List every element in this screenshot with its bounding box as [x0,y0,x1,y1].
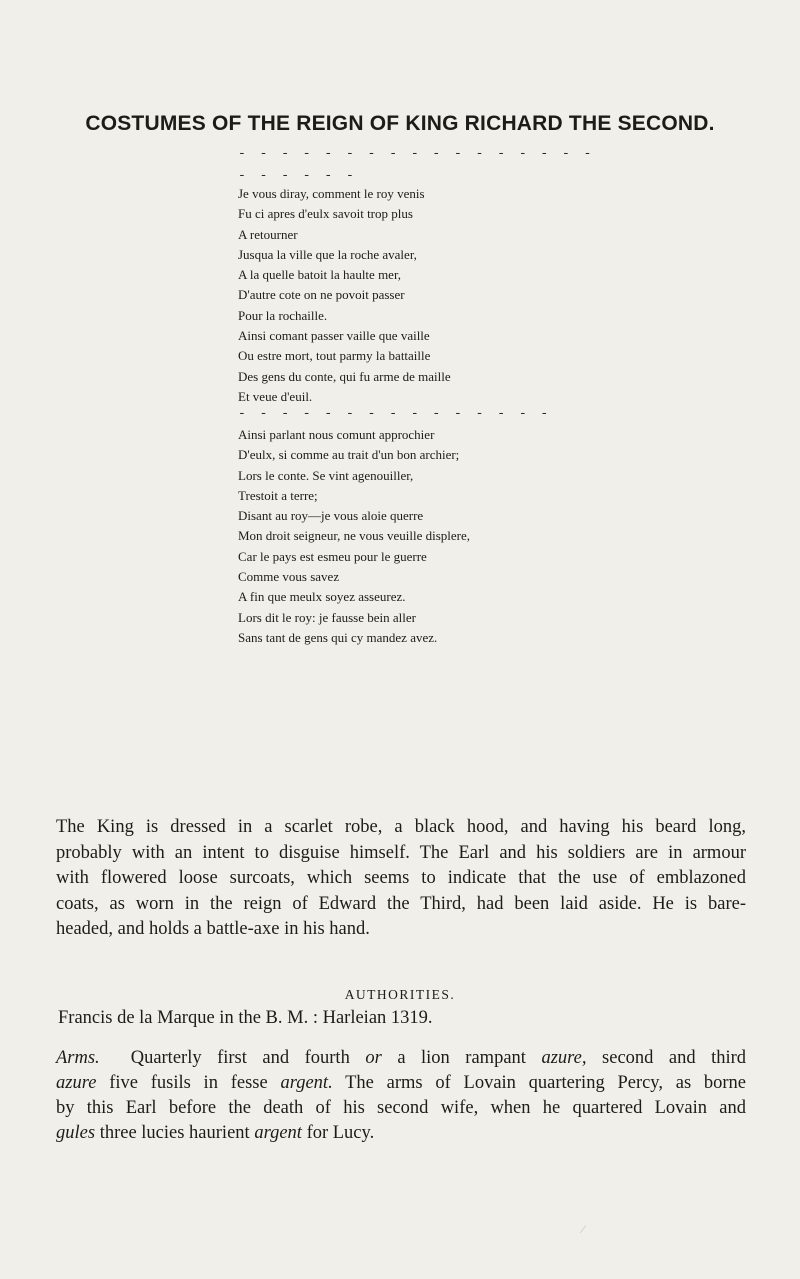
arms-text: second and third [602,1048,747,1068]
verse-line: Pour la rochaille. [238,307,328,323]
tincture-argent: argent [254,1123,302,1143]
verse-line: Trestoit a terre; [238,487,318,503]
verse-line: Jusqua la ville que la roche avaler, [238,246,417,262]
arms-text: for Lucy. [306,1123,375,1143]
separator-middle: - - - - - - - - - - - - - - - [238,406,552,421]
verse-line: Fu ci apres d'eulx savoit trop plus [238,206,413,222]
arms-text: five fusils in fesse [109,1073,268,1093]
arms-paragraph [56,1046,746,1146]
arms-line-4 [56,1121,746,1146]
verse-line: Comme vous savez [238,569,340,585]
tincture-azure: azure [56,1073,97,1093]
tincture-argent: argent. [280,1073,333,1093]
verse-line: A la quelle batoit la haulte mer, [238,267,402,283]
verse-line: Lors le conte. Se vint agenouiller, [238,467,414,483]
arms-text: The arms of Lovain quartering Percy, as borne [345,1073,747,1093]
verse-line: Des gens du conte, qui fu arme de maille [238,368,451,384]
arms-line-1 [56,1046,746,1071]
tincture-or: or [365,1048,382,1068]
verse-line: Sans tant de gens qui cy mandez avez. [238,629,438,645]
verse-line: Mon droit seigneur, ne vous veuille displere, [238,528,470,544]
description-line: The King is dressed in a scarlet robe, a black hood, and having his beard long, [56,817,746,837]
arms-text: a lion rampant [397,1048,526,1068]
verse-line: Lors dit le roy: je fausse bein aller [238,609,416,625]
verse-line: D'eulx, si comme au trait d'un bon archier; [238,447,460,463]
authorities-heading: AUTHORITIES. [344,987,456,1002]
verse-line: Ainsi parlant nous comunt approchier [238,427,435,442]
verse-line: A retourner [238,226,298,242]
tincture-gules: gules [56,1123,96,1143]
tincture-azure: azure, [541,1048,587,1068]
verse-line: Ainsi comant passer vaille que vaille [238,328,430,344]
verse-line: Et veue d'euil. [238,388,313,404]
verse-stanza-1 [238,184,451,407]
separator-sub: - - - - - - [238,168,357,183]
description-line: headed, and holds a battle-axe in his hand. [56,919,370,939]
page-blemish: ⁄ [582,1222,585,1236]
verse-line: Je vous diray, comment le roy venis [238,186,425,201]
authority-source: Francis de la Marque in the B. M. : Harleian 1319. [58,1008,433,1028]
verse-line: A fin que meulx soyez asseurez. [238,589,406,605]
arms-line-3: by this Earl before the death of his second wife, when he quartered Lovain and [56,1098,746,1118]
description-paragraph [56,815,746,943]
verse-line: D'autre cote on ne povoit passer [238,287,405,303]
verse-line: Car le pays est esmeu pour le guerre [238,548,427,564]
description-line: probably with an intent to disguise himself. The Earl and his soldiers are in armour [56,842,746,863]
running-head: COSTUMES OF THE REIGN OF KING RICHARD THE SECOND. [85,112,715,135]
arms-text: three lucies haurient [99,1123,250,1143]
verse-line: Ou estre mort, tout parmy la battaille [238,348,431,364]
description-line: coats, as worn in the reign of Edward the Third, had been laid aside. He is bare- [56,893,746,914]
arms-line-2 [56,1071,746,1096]
verse-stanza-2 [238,425,470,648]
separator-top: - - - - - - - - - - - - - - - - - [238,146,595,161]
description-line: with flowered loose surcoats, which seems to indicate that the use of emblazoned [56,868,746,888]
arms-label: Arms. [56,1048,100,1068]
verse-line: Disant au roy—je vous aloie querre [238,508,424,524]
arms-text: Quarterly first and fourth [130,1048,350,1068]
